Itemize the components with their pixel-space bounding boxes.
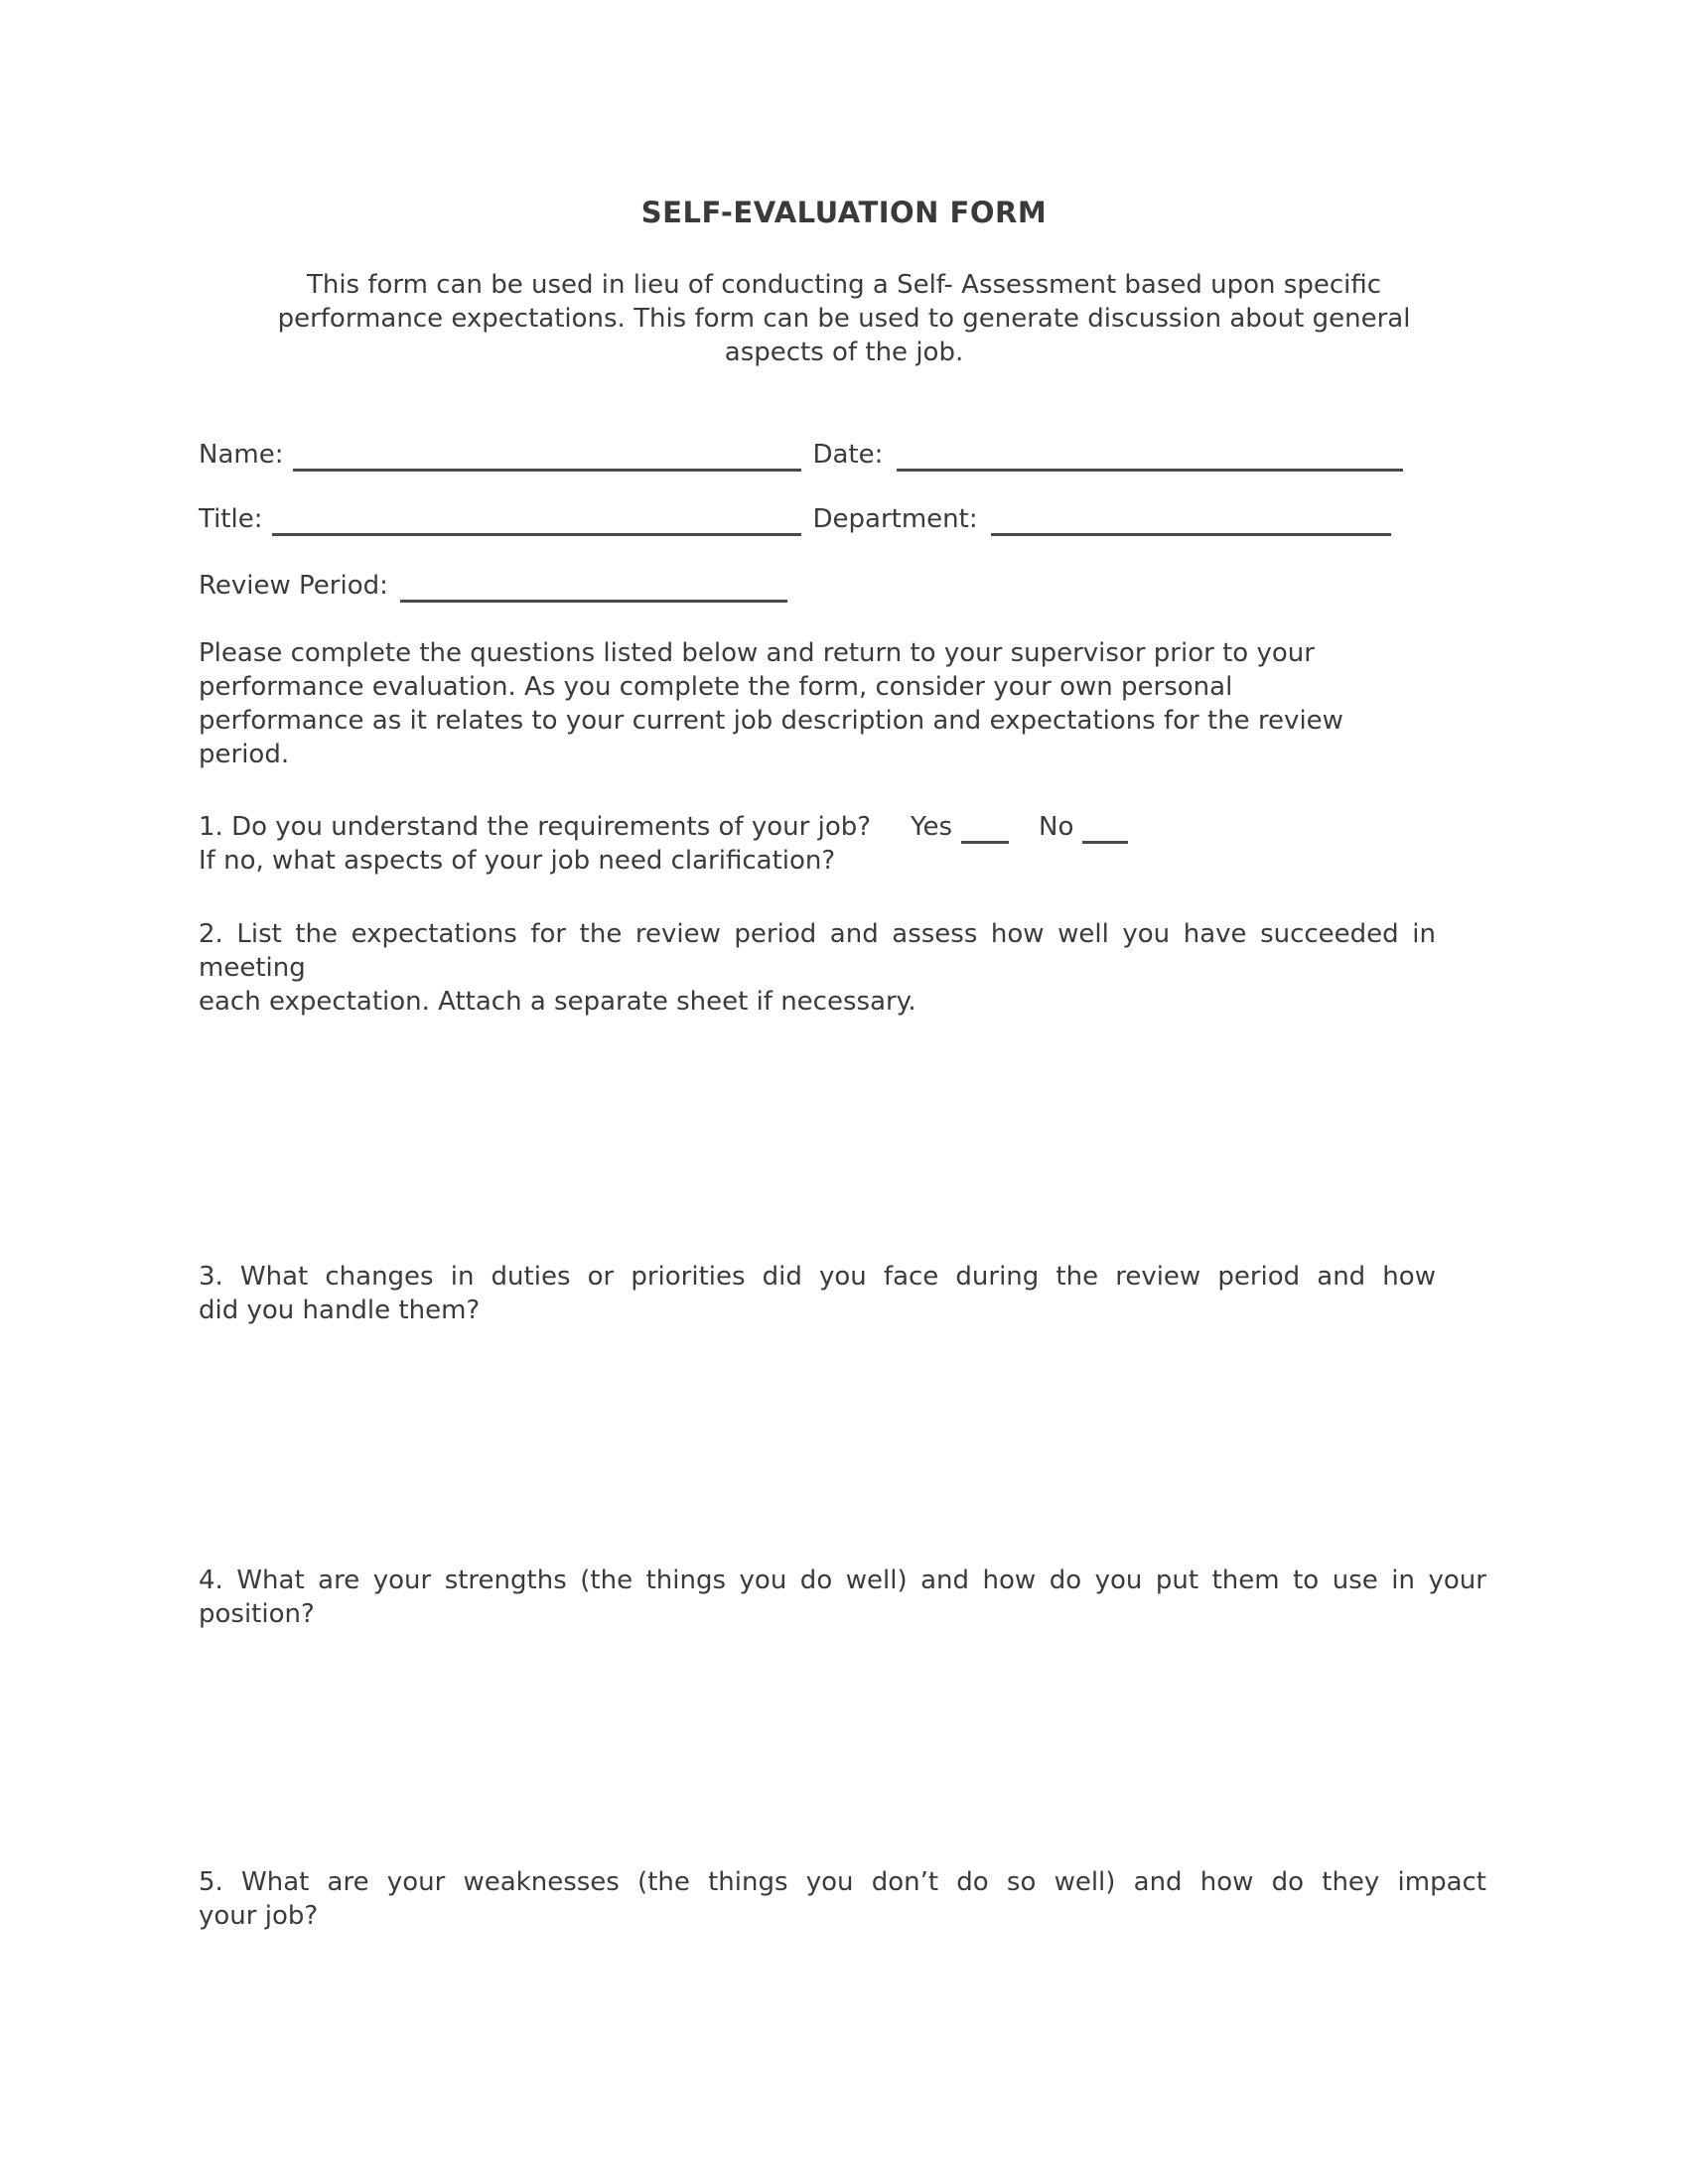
no-label: No	[1039, 812, 1074, 842]
name-date-row	[199, 438, 1403, 472]
question-3-line: did you handle them?	[199, 1296, 481, 1325]
name-label: Name:	[199, 440, 284, 470]
question-2	[199, 917, 1549, 1019]
question-4-line	[199, 1564, 1549, 1597]
instructions-line: performance as it relates to your current job description and expectations for the review	[199, 706, 1343, 736]
date-blank-line	[897, 469, 1403, 472]
question-1-line	[199, 810, 1549, 844]
question-5-text: 5. What are your weaknesses (the things you don’t do so well) and how do they impact	[199, 1867, 1487, 1897]
intro-line: aspects of the job.	[724, 338, 964, 367]
question-5-line	[199, 1865, 1549, 1899]
question-4-line: position?	[199, 1599, 315, 1629]
name-blank-line	[293, 469, 801, 472]
question-4	[199, 1564, 1549, 1631]
question-3	[199, 1260, 1549, 1327]
title-blank-line	[272, 533, 801, 536]
question-1-text: 1. Do you understand the requirements of your job?	[199, 812, 872, 842]
question-1	[199, 810, 1549, 878]
form-title: SELF-EVALUATION FORM	[640, 196, 1048, 229]
instructions-line: performance evaluation. As you complete the form, consider your own personal	[199, 672, 1233, 702]
yes-label: Yes	[911, 812, 953, 842]
question-2-text: 2. List the expectations for the review period and assess how well you have succeeded in	[199, 919, 1436, 949]
review-period-row	[199, 569, 787, 603]
no-blank-line	[1082, 841, 1128, 844]
department-label: Department:	[812, 504, 978, 534]
date-label: Date:	[812, 440, 884, 470]
intro-line: This form can be used in lieu of conducting a Self- Assessment based upon specific	[306, 270, 1382, 300]
question-3-text: 3. What changes in duties or priorities did you face during the review period and how	[199, 1262, 1436, 1292]
question-5	[199, 1865, 1549, 1933]
department-blank-line	[991, 533, 1391, 536]
question-2-line: each expectation. Attach a separate sheet if necessary.	[199, 987, 916, 1017]
title-department-row	[199, 502, 1391, 536]
yes-blank-line	[961, 841, 1009, 844]
question-2-line	[199, 917, 1549, 951]
instructions-line: period.	[199, 740, 290, 769]
question-4-text: 4. What are your strengths (the things you do well) and how do you put them to use in your	[199, 1566, 1486, 1595]
intro-paragraph	[199, 268, 1489, 369]
instructions-line: Please complete the questions listed below and return to your supervisor prior to your	[199, 638, 1315, 668]
instructions-paragraph	[199, 636, 1549, 771]
question-3-line	[199, 1260, 1549, 1294]
question-1-followup: If no, what aspects of your job need clarification?	[199, 846, 836, 876]
intro-line: performance expectations. This form can be used to generate discussion about general	[277, 304, 1411, 334]
question-2-line: meeting	[199, 953, 306, 983]
question-5-line: your job?	[199, 1901, 319, 1931]
title-label: Title:	[199, 504, 263, 534]
review-period-label: Review Period:	[199, 571, 388, 601]
review-period-blank-line	[400, 600, 787, 603]
